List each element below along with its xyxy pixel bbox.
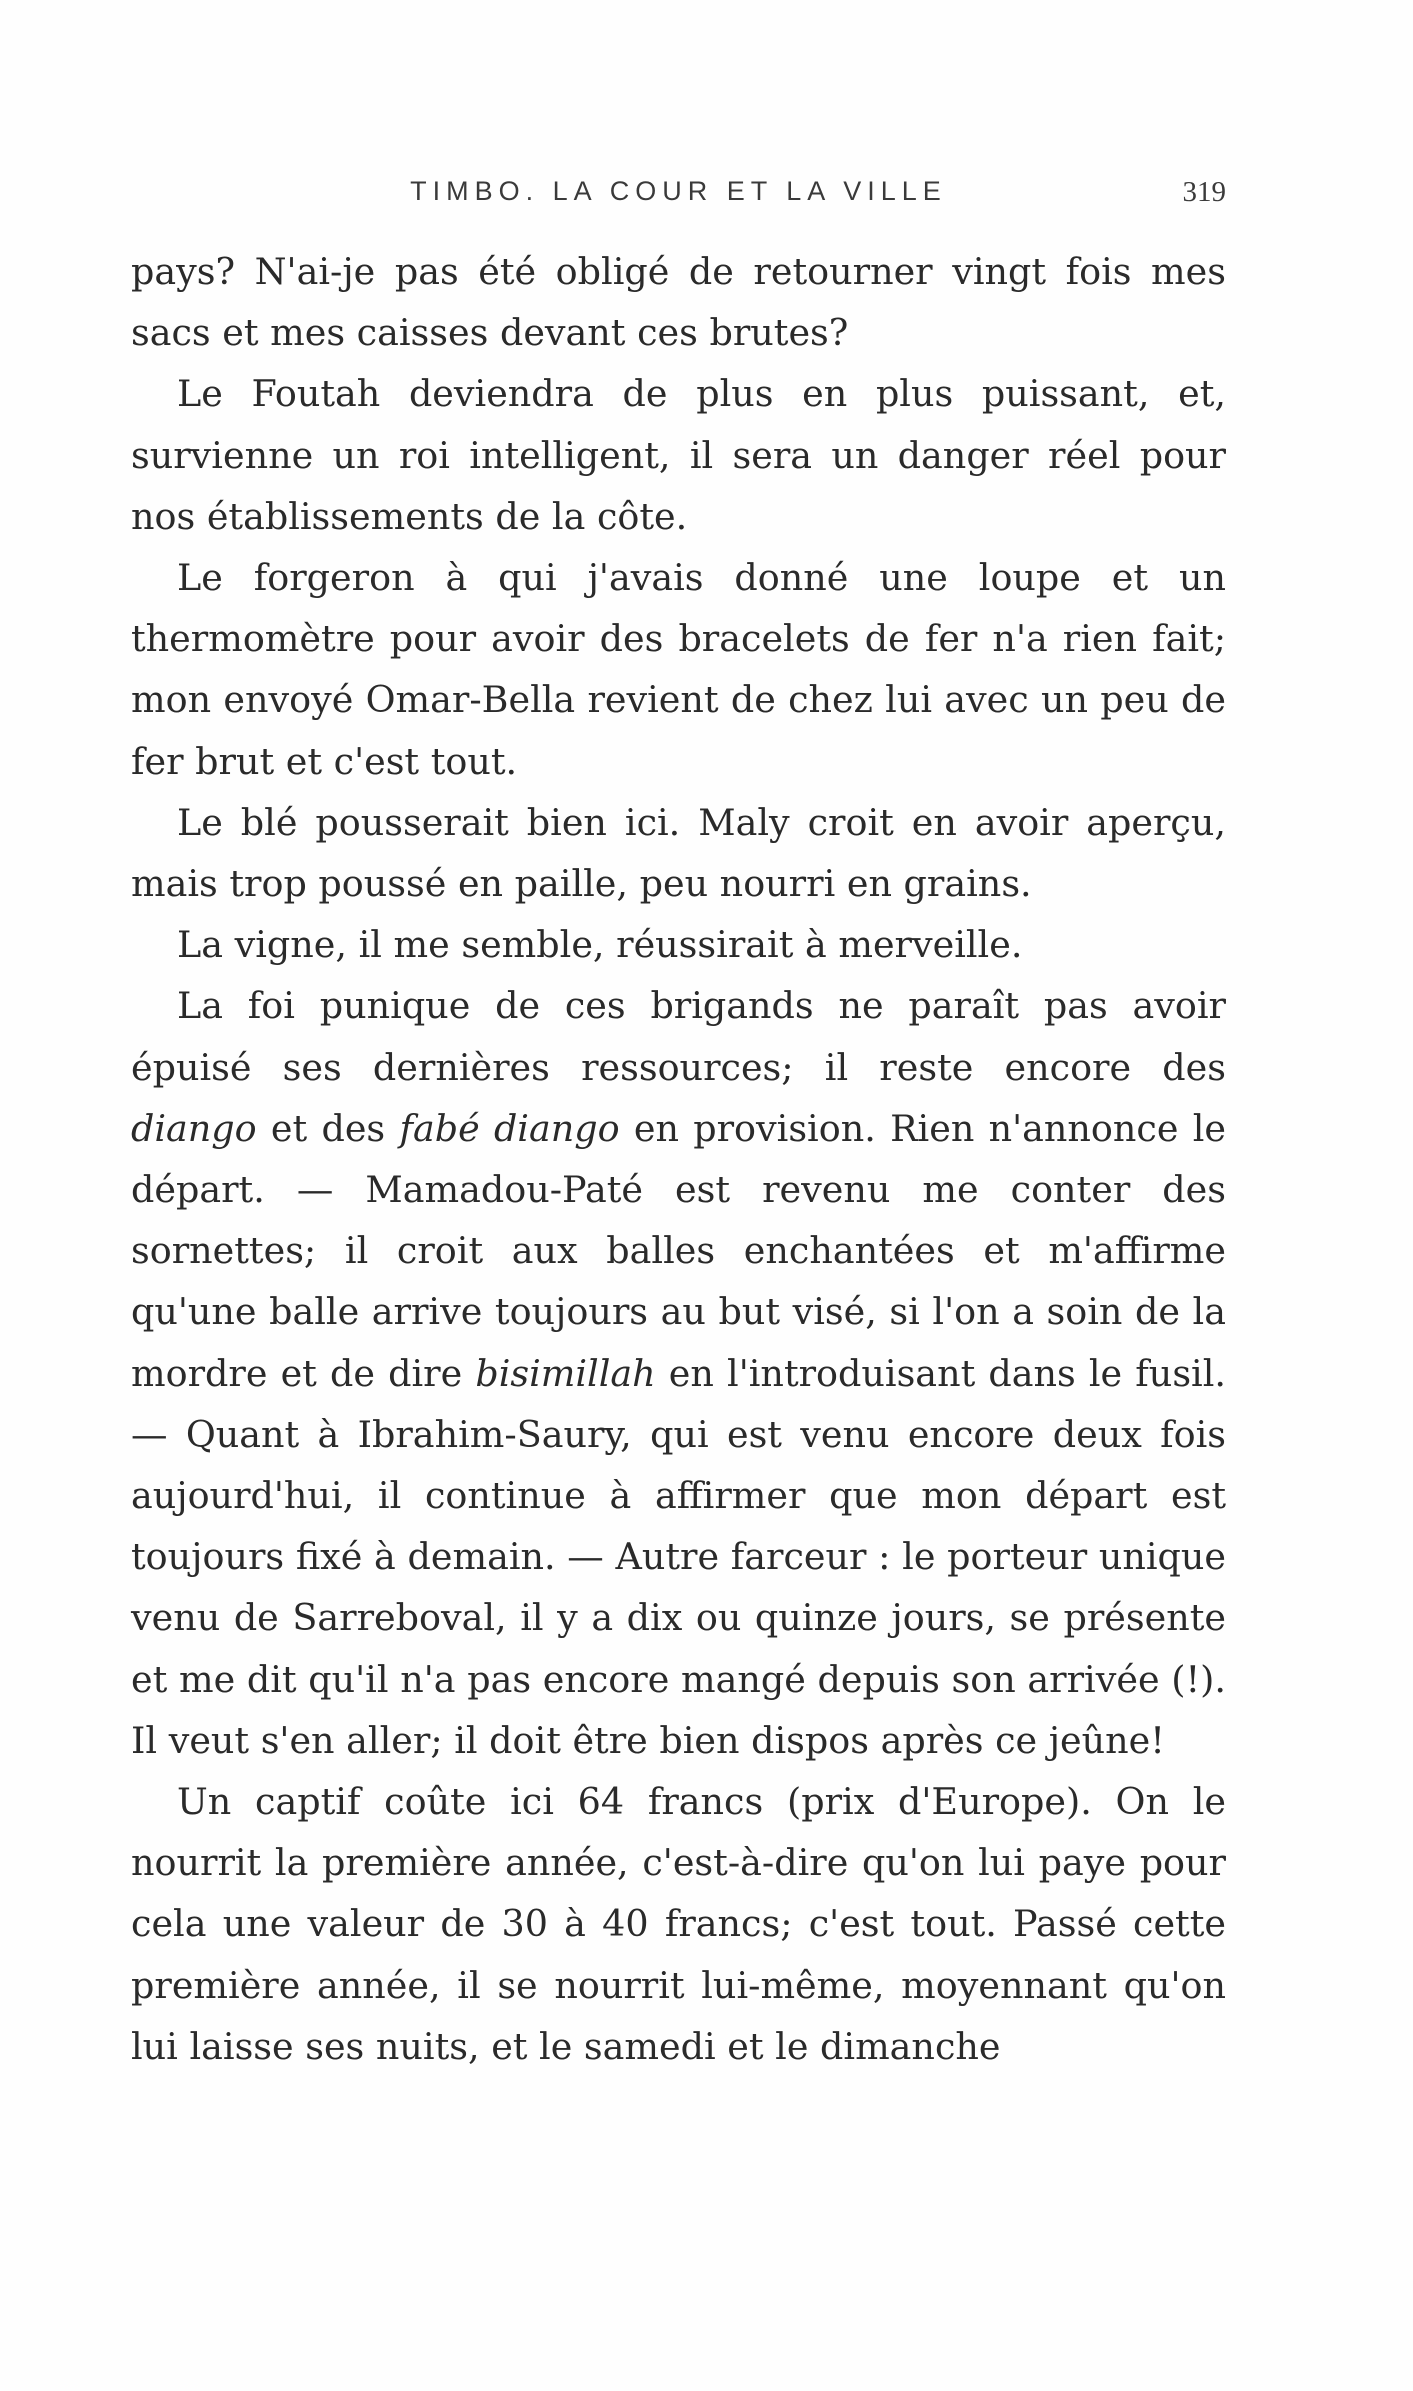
running-head (131, 176, 1226, 216)
paragraph-text: en provision. Rien n'annonce le départ. — Mamadou-Paté est revenu me conter des sornettes; il croit aux balles enchantées et m'affirme qu'une balle arrive toujours au but visé, si l'on a soin de la mordre et de dire (131, 1106, 1226, 1395)
paragraph (131, 975, 1226, 1771)
paragraph: Le forgeron à qui j'avais donné une loupe et un thermomètre pour avoir des bracelets de fer n'a rien fait; mon envoyé Omar-Bella revient de chez lui avec un peu de fer brut et c'est tout. (131, 556, 1226, 783)
body-text (131, 241, 1226, 2077)
paragraph: La vigne, il me semble, réussirait à merveille. (177, 923, 1023, 967)
paragraph: Le blé pousserait bien ici. Maly croit en avoir aperçu, mais trop poussé en paille, peu nourri en grains. (131, 800, 1226, 906)
paragraph: Un captif coûte ici 64 francs (prix d'Europe). On le nourrit la première année, c'est-à-dire qu'on lui paye pour cela une valeur de 30 à 40 francs; c'est tout. Passé cette première année, il se nourrit lui-même, moyennant qu'on lui laisse ses nuits, et le samedi et le dimanche (131, 1780, 1226, 2068)
page-number: 319 (1182, 176, 1226, 208)
paragraph: pays? N'ai-je pas été obligé de retourner vingt fois mes sacs et mes caisses devant ces brutes? (131, 250, 1226, 355)
paragraph: Le Foutah deviendra de plus en plus puissant, et, survienne un roi intelligent, il sera un danger réel pour nos établissements de la côte. (131, 372, 1226, 538)
italic-term: bisimillah (475, 1351, 656, 1395)
paragraph-text: en l'introduisant dans le fusil. — Quant à Ibrahim-Saury, qui est venu encore deux fois aujourd'hui, il continue à affirmer que mon départ est toujours fixé à demain. — Autre farceur : le porteur unique venu de Sarreboval, il y a dix ou quinze jours, se présente et me dit qu'il n'a pas encore mangé depuis son arrivée (!). Il veut s'en aller; il doit être bien dispos après ce jeûne! (131, 1351, 1226, 1762)
italic-term: diango (131, 1106, 257, 1150)
running-title: TIMBO. LA COUR ET LA VILLE (410, 176, 947, 206)
paragraph-text: La foi punique de ces brigands ne paraît pas avoir épuisé ses dernières ressources; il reste encore des (131, 984, 1226, 1089)
paragraph-text: et des (256, 1106, 400, 1150)
italic-term: fabé diango (399, 1106, 620, 1150)
